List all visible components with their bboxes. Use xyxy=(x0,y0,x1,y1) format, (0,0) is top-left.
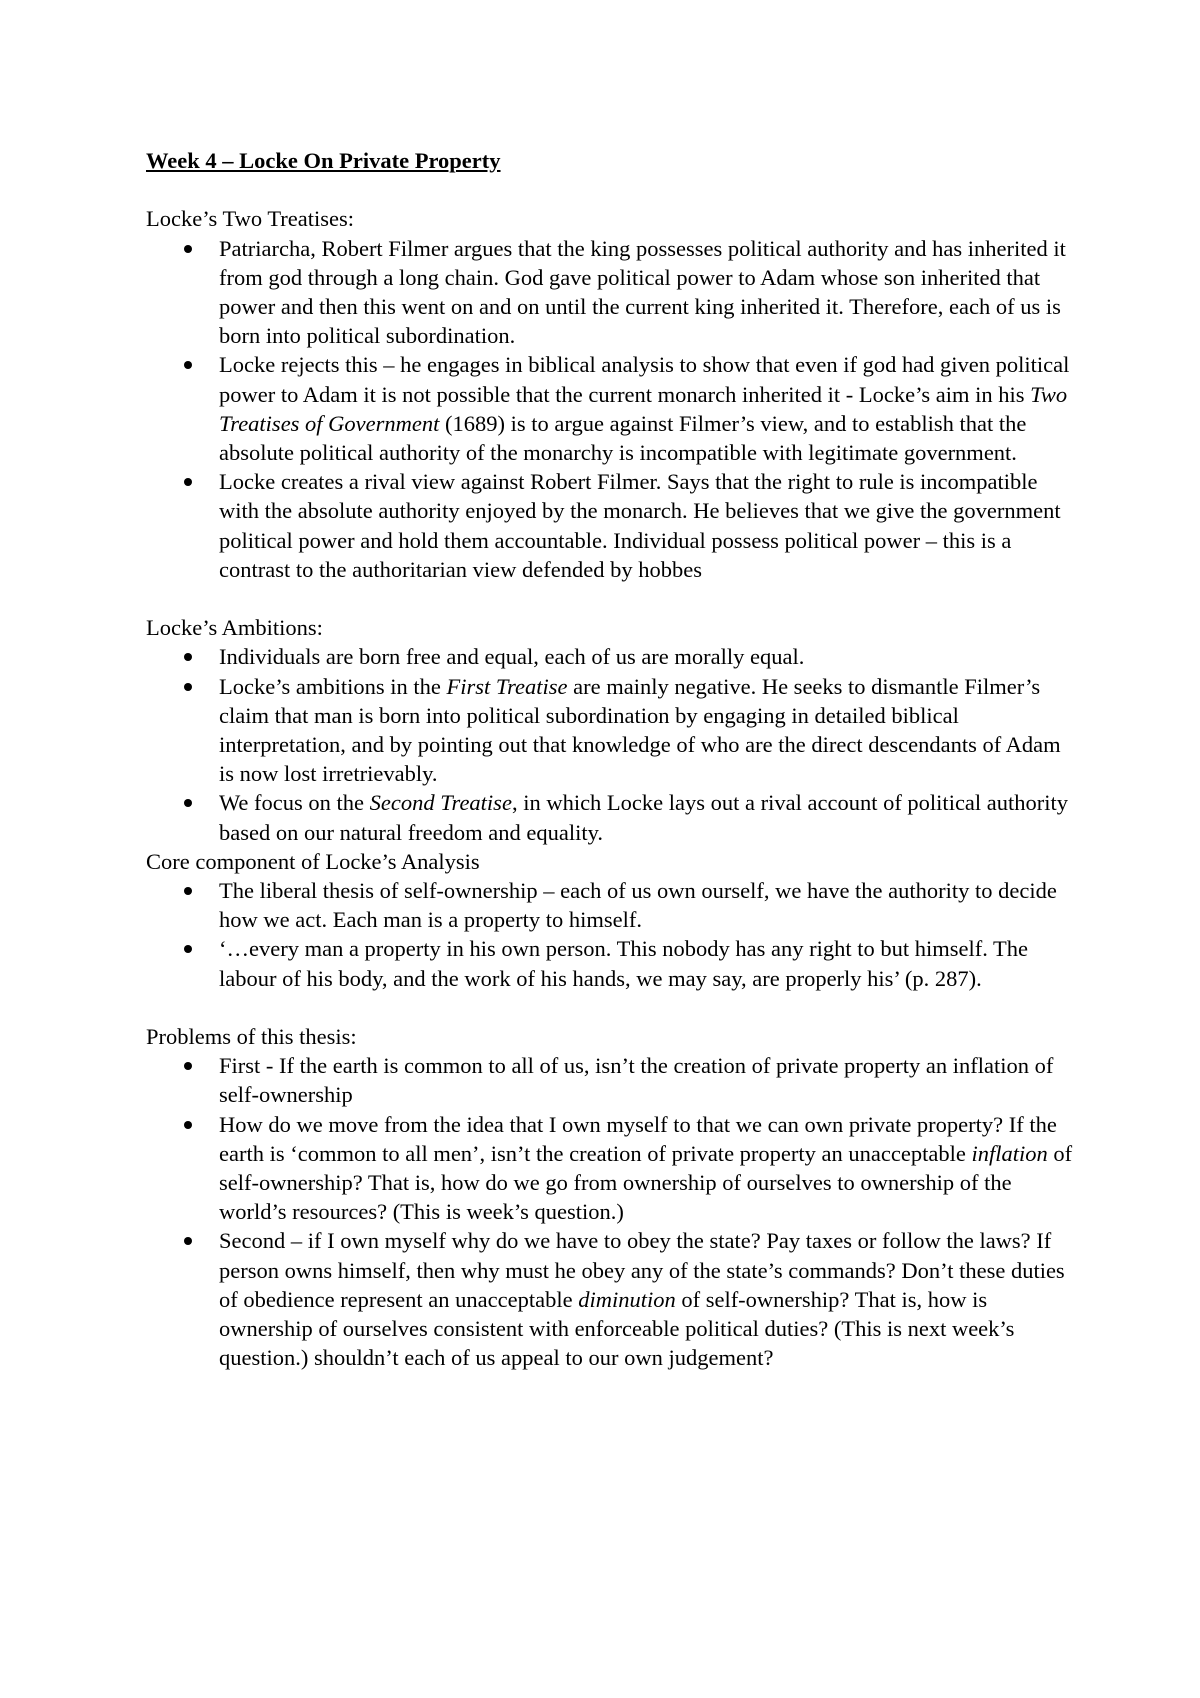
italic-text: diminution xyxy=(578,1286,676,1312)
bullet-icon xyxy=(184,945,192,953)
bullet-icon xyxy=(184,478,192,486)
page-title: Week 4 – Locke On Private Property xyxy=(146,148,501,173)
section-heading: Locke’s Two Treatises: xyxy=(146,206,355,232)
section-heading: Core component of Locke’s Analysis xyxy=(146,848,480,874)
text-run: Locke creates a rival view against Robert Filmer. Says that the right to rule is incompatible with the absolute authority enjoyed by the monarch. He believes that we give the government political power and hold them accountable. Individual possess political power – this is a contrast to the authoritarian view defended by hobbes xyxy=(219,469,1061,582)
text-run: , in which Locke lays out a rival account of political authority based on our natural freedom and equality. xyxy=(219,790,1069,845)
bullet-icon xyxy=(184,361,192,369)
list-item xyxy=(146,934,1076,992)
list-item xyxy=(146,876,1076,934)
italic-text: Two Treatises of Government xyxy=(219,381,1068,436)
bullet-icon xyxy=(184,653,192,661)
section-heading: Locke’s Ambitions: xyxy=(146,615,323,641)
section-heading: Problems of this thesis: xyxy=(146,1024,357,1050)
italic-text: inflation xyxy=(971,1140,1048,1166)
text-run: How do we move from the idea that I own myself to that we can own private property? If the earth is ‘common to all men’, isn’t the creation of private property an unacceptable xyxy=(219,1111,1057,1166)
bullet-icon xyxy=(184,799,192,807)
list-item xyxy=(146,1226,1076,1372)
bullet-icon xyxy=(184,1237,192,1245)
document-body xyxy=(146,204,1076,1372)
list-item xyxy=(146,1110,1076,1227)
text-run: are mainly negative. He seeks to dismantle Filmer’s claim that man is born into political subordination by engaging in detailed biblical interpretation, and by pointing out that knowledge of who are the direct descendants of Adam is now lost irretrievably. xyxy=(219,673,1061,787)
list-item xyxy=(146,350,1076,467)
text-run: First - If the earth is common to all of us, isn’t the creation of private property an inflation of self-ownership xyxy=(219,1053,1054,1108)
text-run: ‘…every man a property in his own person. This nobody has any right to but himself. The labour of his body, and the work of his hands, we may say, are properly his’ (p. 287). xyxy=(219,936,1029,991)
text-run: Locke rejects this – he engages in biblical analysis to show that even if god had given political power to Adam it is not possible that the current monarch inherited it - Locke’s aim in his xyxy=(219,352,1070,407)
bullet-icon xyxy=(184,1062,192,1070)
list-item xyxy=(146,788,1076,846)
italic-text: Second Treatise xyxy=(369,790,512,816)
text-run: We focus on the xyxy=(219,790,370,816)
list-item xyxy=(146,642,1076,671)
bullet-list xyxy=(146,234,1076,584)
text-run: The liberal thesis of self-ownership – each of us own ourself, we have the authority to decide how we act. Each man is a property to himself. xyxy=(219,878,1057,933)
list-item xyxy=(146,1051,1076,1109)
bullet-icon xyxy=(184,1121,192,1129)
bullet-icon xyxy=(184,245,192,253)
text-run: of self-ownership? That is, how is ownership of ourselves consistent with enforceable political duties? (This is next week’s question.) shouldn’t each of us appeal to our own judgement? xyxy=(219,1286,1015,1371)
list-item xyxy=(146,467,1076,584)
paragraph-gap xyxy=(146,993,1076,1022)
bullet-icon xyxy=(184,683,192,691)
italic-text: First Treatise xyxy=(446,673,568,699)
list-item xyxy=(146,234,1076,351)
bullet-list xyxy=(146,876,1076,993)
list-item xyxy=(146,672,1076,789)
text-run: of self-ownership? That is, how do we go from ownership of ourselves to ownership of the world’s resources? (This is week’s question.) xyxy=(219,1140,1073,1225)
text-run: Second – if I own myself why do we have to obey the state? Pay taxes or follow the laws? If person owns himself, then why must he obey any of the state’s commands? Don’t these duties of obedience represent an unacceptable xyxy=(219,1228,1065,1312)
bullet-icon xyxy=(184,887,192,895)
document-page xyxy=(146,146,1076,1372)
text-run: Patriarcha, Robert Filmer argues that the king possesses political authority and has inherited it from god through a long chain. God gave political power to Adam whose son inherited that power and then this went on and on until the current king inherited it. Therefore, each of us is born into political subordination. xyxy=(219,235,1066,349)
bullet-list xyxy=(146,642,1076,846)
paragraph-gap xyxy=(146,584,1076,613)
bullet-list xyxy=(146,1051,1076,1372)
text-run: Locke’s ambitions in the xyxy=(219,673,447,699)
text-run: Individuals are born free and equal, each of us are morally equal. xyxy=(219,644,805,670)
text-run: (1689) is to argue against Filmer’s view, and to establish that the absolute political authority of the monarchy is incompatible with legitimate government. xyxy=(219,410,1027,466)
